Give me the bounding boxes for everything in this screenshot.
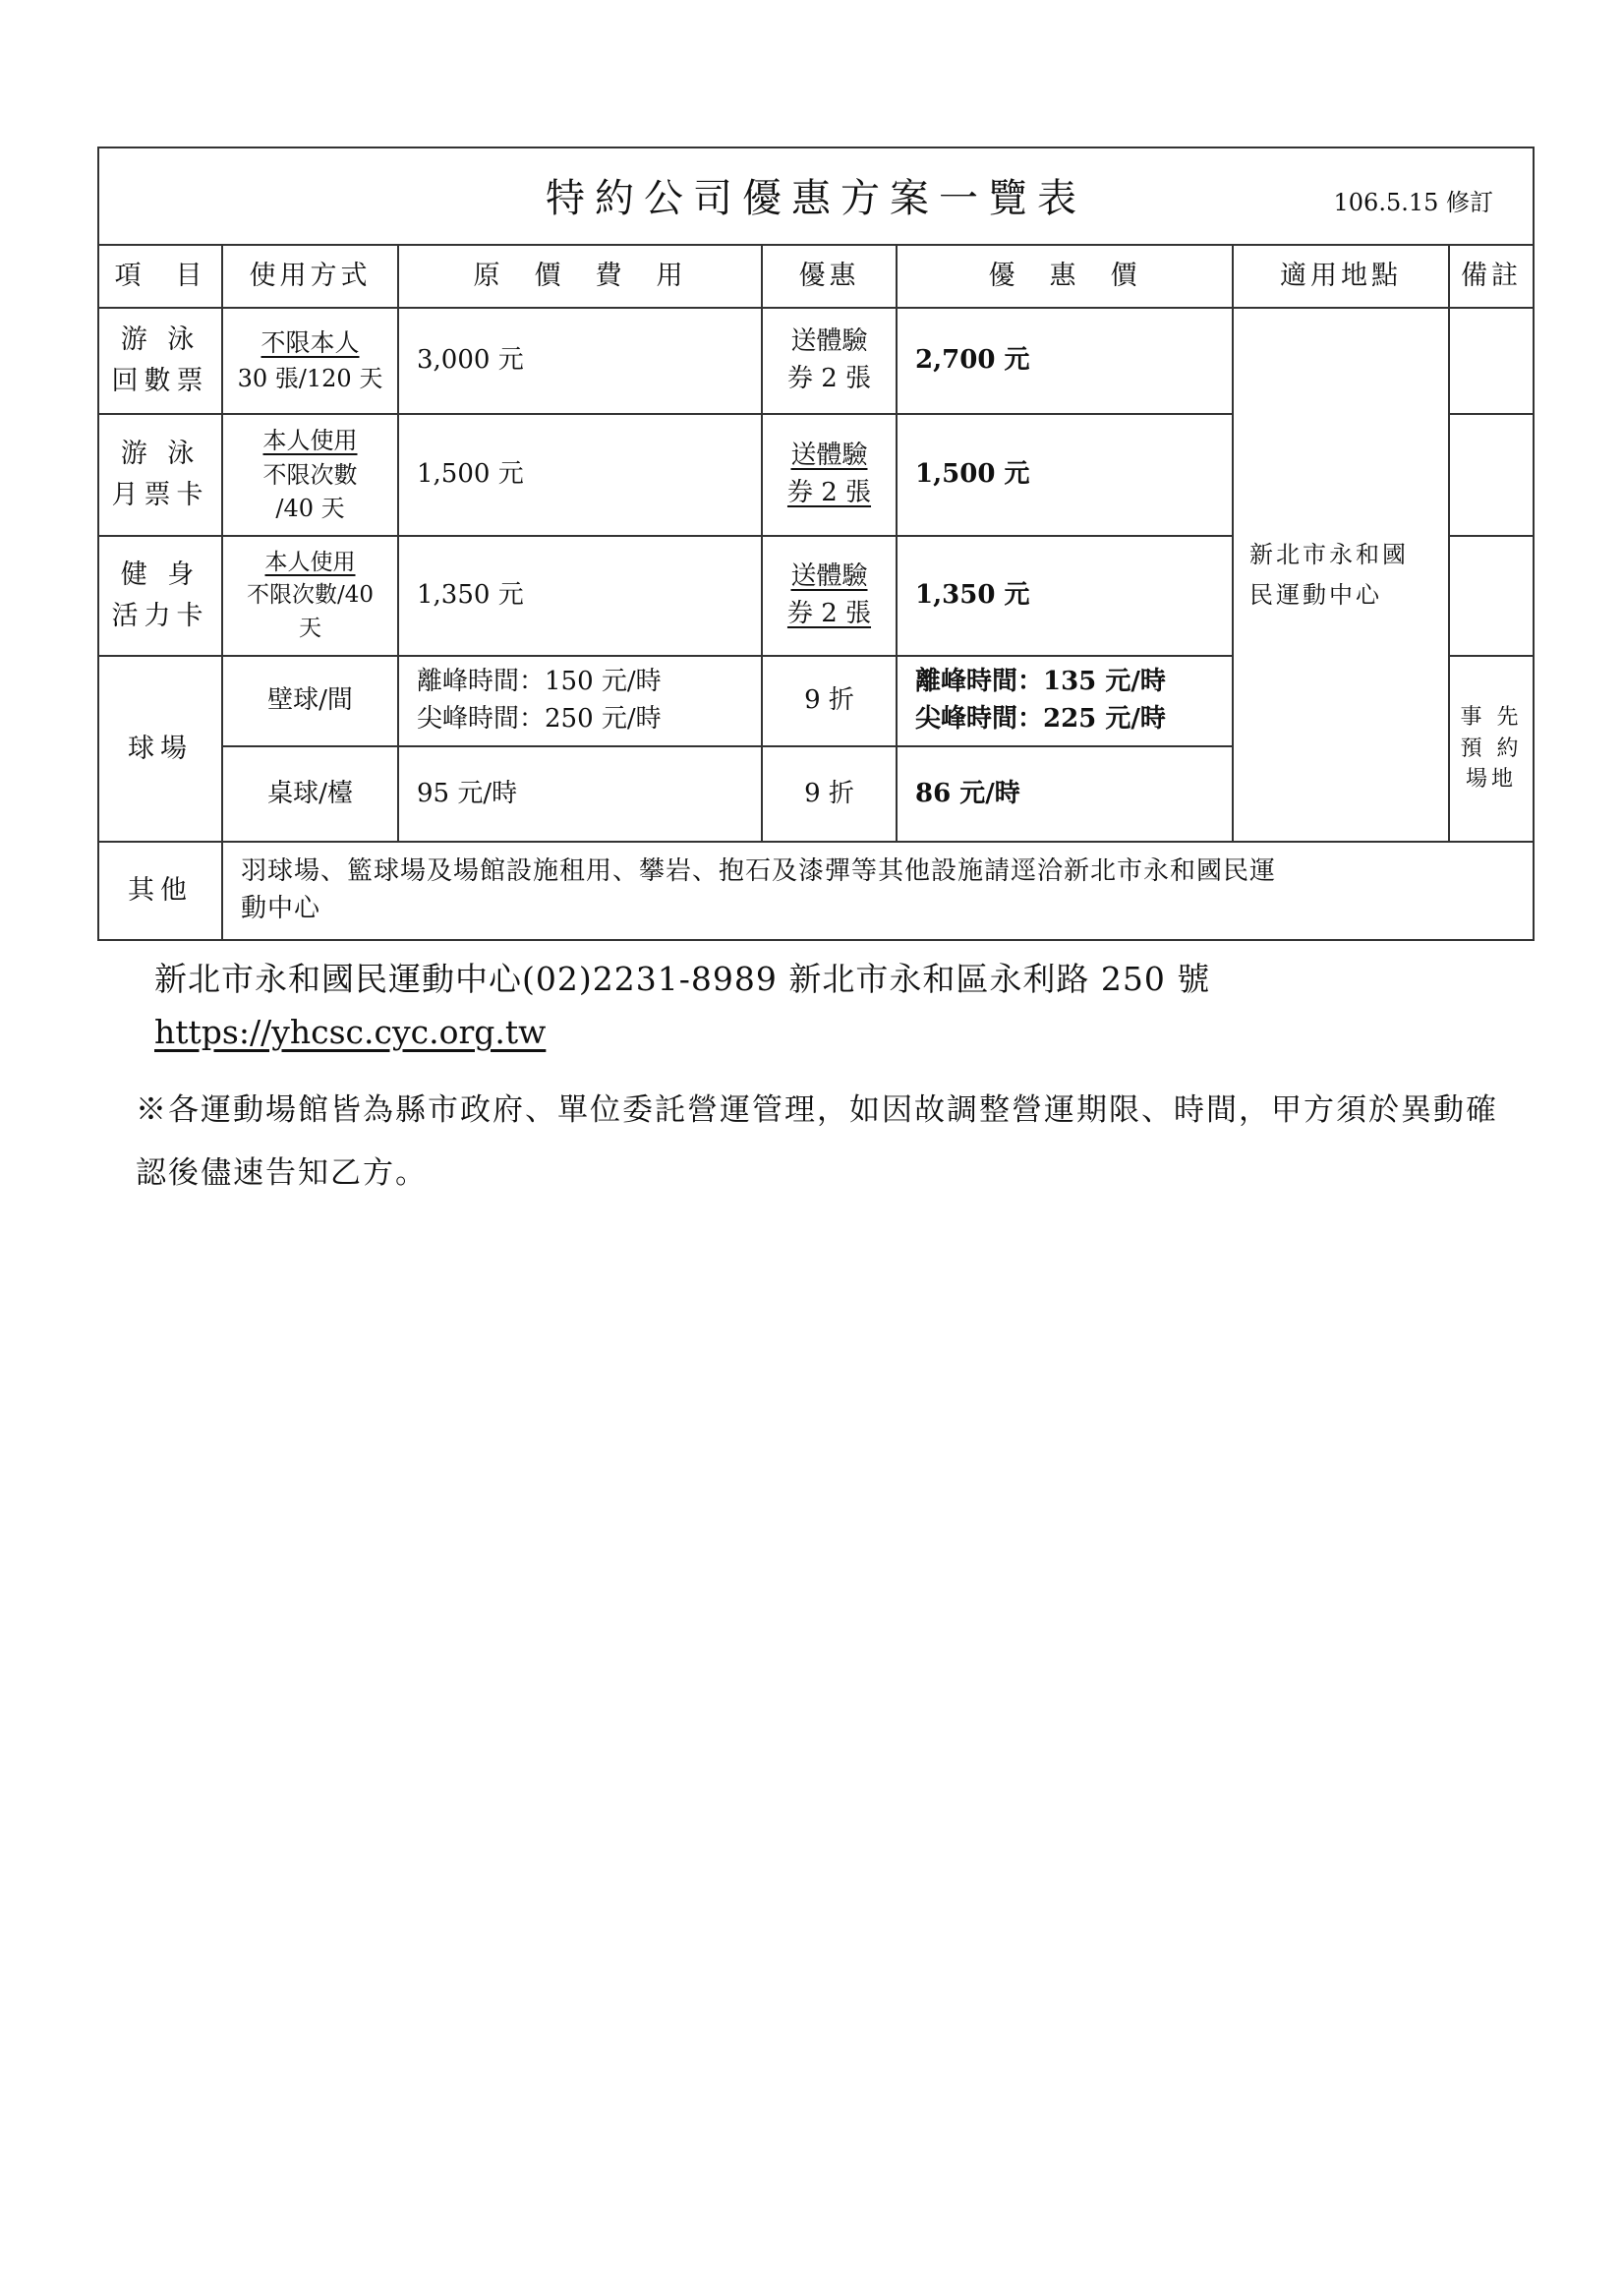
location-line: 新北市永和國 bbox=[1249, 540, 1409, 568]
usage-line: 本人使用 bbox=[262, 426, 358, 454]
benefit-cell: 9 折 bbox=[762, 656, 897, 746]
benefit-cell bbox=[762, 308, 897, 414]
item-label-line: 游 泳 bbox=[120, 324, 201, 356]
usage-line: 不限次數/40 bbox=[246, 582, 374, 609]
item-label-line: 回數票 bbox=[111, 366, 209, 396]
remark-cell bbox=[1449, 536, 1534, 656]
other-label: 其他 bbox=[128, 875, 193, 907]
contact-info: 新北市永和國民運動中心(02)2231-8989 新北市永和區永利路 250 號 bbox=[154, 960, 1211, 998]
benefit-cell bbox=[762, 414, 897, 536]
usage-cell bbox=[222, 308, 398, 414]
usage-line: 30 張/120 天 bbox=[237, 364, 383, 392]
location-line: 民運動中心 bbox=[1249, 580, 1382, 609]
header-location: 適用地點 bbox=[1233, 245, 1449, 308]
original-price-cell: 1,500 元 bbox=[398, 414, 762, 536]
header-benefit: 優惠 bbox=[762, 245, 897, 308]
item-cell bbox=[98, 656, 222, 842]
original-price-cell: 3,000 元 bbox=[398, 308, 762, 414]
item-cell bbox=[98, 308, 222, 414]
usage-line: 不限次數 bbox=[262, 460, 358, 489]
item-label-line: 月票卡 bbox=[111, 480, 209, 510]
page-title: 特約公司優惠方案一覽表 bbox=[546, 176, 1087, 221]
discount-price-line: 離峰時間：135 元/時 bbox=[915, 667, 1166, 697]
header-remark: 備註 bbox=[1449, 245, 1534, 308]
discount-price-cell bbox=[897, 656, 1233, 746]
other-description bbox=[222, 842, 1534, 940]
original-price-line: 離峰時間：150 元/時 bbox=[417, 667, 662, 697]
usage-line: 不限本人 bbox=[261, 328, 360, 358]
remark-line: 場地 bbox=[1466, 767, 1518, 793]
discount-table bbox=[97, 147, 1535, 941]
discount-price-line: 尖峰時間：225 元/時 bbox=[915, 704, 1166, 734]
revision-date: 106.5.15 修訂 bbox=[1333, 189, 1494, 216]
other-line: 動中心 bbox=[241, 894, 321, 923]
original-price-cell: 1,350 元 bbox=[398, 536, 762, 656]
usage-cell: 壁球/間 bbox=[222, 656, 398, 746]
discount-price-cell: 86 元/時 bbox=[897, 746, 1233, 842]
title-cell bbox=[98, 147, 1534, 245]
header-item: 項 目 bbox=[98, 245, 222, 308]
remark-cell bbox=[1449, 308, 1534, 414]
original-price-cell bbox=[398, 656, 762, 746]
header-usage: 使用方式 bbox=[222, 245, 398, 308]
remark-line: 事 先 bbox=[1460, 704, 1523, 730]
website-link[interactable]: https://yhcsc.cyc.org.tw bbox=[154, 1013, 547, 1051]
header-original-price: 原 價 費 用 bbox=[398, 245, 762, 308]
table-row-other bbox=[98, 842, 1534, 940]
discount-price-cell: 2,700 元 bbox=[897, 308, 1233, 414]
item-label-line: 游 泳 bbox=[120, 439, 201, 470]
benefit-cell: 9 折 bbox=[762, 746, 897, 842]
item-label-line: 活力卡 bbox=[111, 601, 209, 631]
table-row bbox=[98, 308, 1534, 414]
benefit-line: 券 2 張 bbox=[786, 599, 872, 628]
discount-price-cell: 1,350 元 bbox=[897, 536, 1233, 656]
benefit-line: 券 2 張 bbox=[786, 364, 872, 393]
benefit-line: 券 2 張 bbox=[786, 478, 872, 507]
location-cell bbox=[1233, 308, 1449, 842]
benefit-cell bbox=[762, 536, 897, 656]
item-label-line: 健 身 bbox=[120, 559, 201, 591]
other-line: 羽球場、籃球場及場館設施租用、攀岩、抱石及漆彈等其他設施請逕洽新北市永和國民運 bbox=[241, 856, 1277, 887]
item-cell bbox=[98, 842, 222, 940]
item-cell bbox=[98, 536, 222, 656]
header-row bbox=[98, 245, 1534, 308]
usage-cell bbox=[222, 536, 398, 656]
benefit-line: 送體驗 bbox=[790, 441, 868, 471]
usage-line: 天 bbox=[299, 615, 321, 641]
usage-line: 本人使用 bbox=[264, 549, 356, 575]
court-label: 球場 bbox=[128, 733, 193, 764]
usage-cell bbox=[222, 414, 398, 536]
remark-line: 預 約 bbox=[1460, 736, 1523, 761]
original-price-line: 尖峰時間：250 元/時 bbox=[417, 704, 662, 734]
discount-price-cell: 1,500 元 bbox=[897, 414, 1233, 536]
usage-line: /40 天 bbox=[275, 495, 345, 523]
remark-cell bbox=[1449, 656, 1534, 842]
benefit-line: 送體驗 bbox=[790, 561, 868, 592]
usage-cell: 桌球/檯 bbox=[222, 746, 398, 842]
remark-cell bbox=[1449, 414, 1534, 536]
original-price-cell: 95 元/時 bbox=[398, 746, 762, 842]
item-cell bbox=[98, 414, 222, 536]
footer-note: ※各運動場館皆為縣市政府、單位委託營運管理，如因故調整營運期限、時間，甲方須於異動確認後儘速告知乙方。 bbox=[136, 1092, 1498, 1191]
benefit-line: 送體驗 bbox=[790, 326, 868, 357]
header-discount-price: 優 惠 價 bbox=[897, 245, 1233, 308]
